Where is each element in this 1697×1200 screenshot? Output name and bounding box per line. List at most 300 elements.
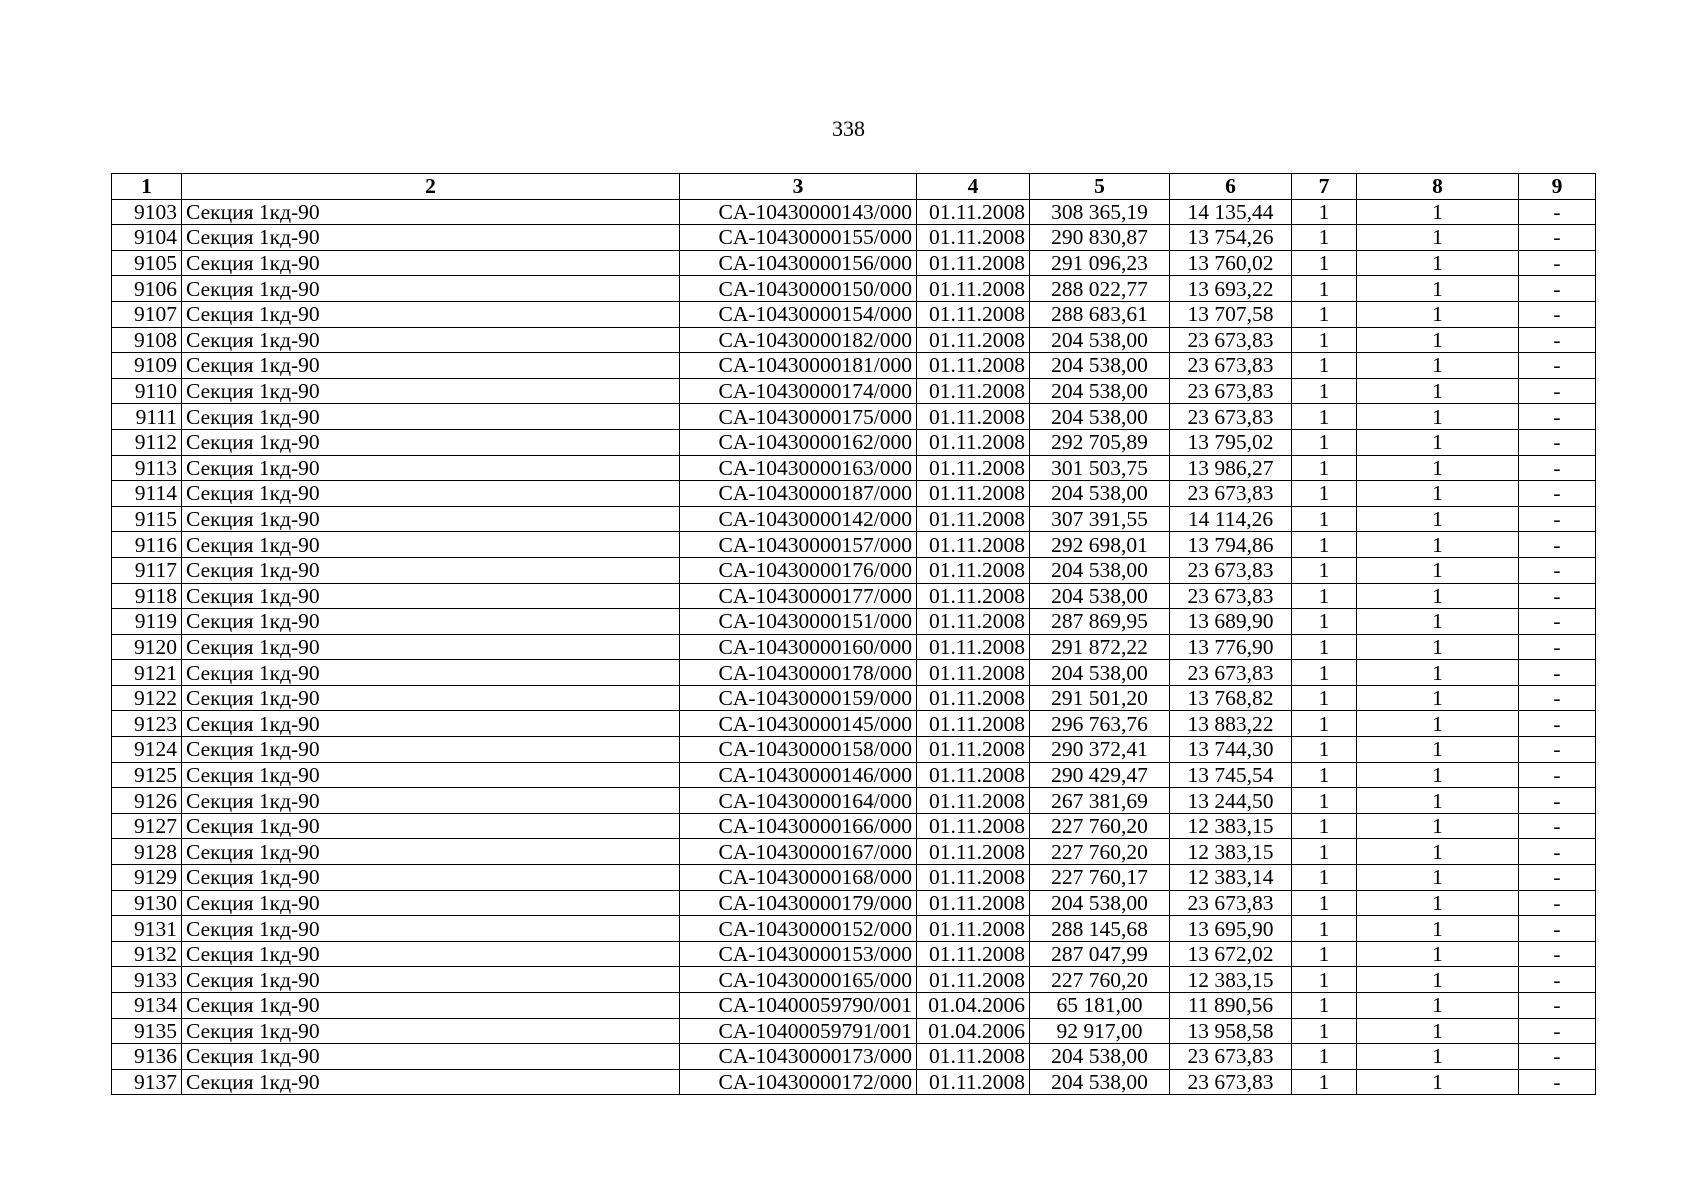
cell-inventory-code: CA-10430000162/000	[680, 429, 917, 455]
cell-item-name: Секция 1кд-90	[182, 404, 680, 430]
cell-col-9: -	[1519, 865, 1596, 891]
column-header-5: 5	[1030, 174, 1170, 200]
cell-cost: 288 683,61	[1030, 301, 1170, 327]
cell-date: 01.11.2008	[917, 1069, 1030, 1095]
cell-col-8: 1	[1357, 404, 1519, 430]
cell-date: 01.11.2008	[917, 557, 1030, 583]
cell-col-8: 1	[1357, 250, 1519, 276]
cell-col-7: 1	[1292, 762, 1357, 788]
cell-cost: 287 869,95	[1030, 609, 1170, 635]
cell-cost: 292 705,89	[1030, 429, 1170, 455]
cell-col-9: -	[1519, 429, 1596, 455]
table-row	[112, 250, 1596, 276]
cell-cost: 227 760,20	[1030, 967, 1170, 993]
cell-amount: 12 383,15	[1170, 967, 1292, 993]
cell-row-number: 9131	[112, 916, 182, 942]
cell-amount: 13 986,27	[1170, 455, 1292, 481]
cell-col-7: 1	[1292, 685, 1357, 711]
cell-col-7: 1	[1292, 813, 1357, 839]
cell-col-9: -	[1519, 353, 1596, 379]
cell-date: 01.11.2008	[917, 276, 1030, 302]
cell-col-9: -	[1519, 276, 1596, 302]
table-row	[112, 429, 1596, 455]
table-header-row	[112, 174, 1596, 200]
cell-inventory-code: CA-10430000155/000	[680, 225, 917, 251]
cell-col-8: 1	[1357, 660, 1519, 686]
cell-date: 01.11.2008	[917, 839, 1030, 865]
cell-item-name: Секция 1кд-90	[182, 941, 680, 967]
cell-row-number: 9122	[112, 685, 182, 711]
cell-col-9: -	[1519, 199, 1596, 225]
cell-row-number: 9120	[112, 634, 182, 660]
cell-row-number: 9119	[112, 609, 182, 635]
cell-item-name: Секция 1кд-90	[182, 813, 680, 839]
cell-row-number: 9129	[112, 865, 182, 891]
column-header-1: 1	[112, 174, 182, 200]
cell-item-name: Секция 1кд-90	[182, 865, 680, 891]
cell-col-8: 1	[1357, 762, 1519, 788]
cell-inventory-code: CA-10430000182/000	[680, 327, 917, 353]
cell-inventory-code: CA-10430000166/000	[680, 813, 917, 839]
cell-col-7: 1	[1292, 532, 1357, 558]
table-row	[112, 762, 1596, 788]
cell-cost: 204 538,00	[1030, 378, 1170, 404]
cell-inventory-code: CA-10430000179/000	[680, 890, 917, 916]
page-number: 338	[832, 116, 865, 141]
cell-inventory-code: CA-10430000172/000	[680, 1069, 917, 1095]
cell-row-number: 9135	[112, 1018, 182, 1044]
cell-row-number: 9117	[112, 557, 182, 583]
cell-item-name: Секция 1кд-90	[182, 660, 680, 686]
cell-cost: 204 538,00	[1030, 1044, 1170, 1070]
cell-amount: 13 672,02	[1170, 941, 1292, 967]
cell-inventory-code: CA-10430000146/000	[680, 762, 917, 788]
table-row	[112, 865, 1596, 891]
cell-date: 01.11.2008	[917, 250, 1030, 276]
table-row	[112, 1018, 1596, 1044]
cell-col-8: 1	[1357, 481, 1519, 507]
cell-inventory-code: CA-10430000150/000	[680, 276, 917, 302]
cell-row-number: 9114	[112, 481, 182, 507]
cell-col-9: -	[1519, 711, 1596, 737]
cell-cost: 92 917,00	[1030, 1018, 1170, 1044]
column-header-7: 7	[1292, 174, 1357, 200]
cell-col-7: 1	[1292, 993, 1357, 1019]
cell-row-number: 9105	[112, 250, 182, 276]
cell-amount: 12 383,15	[1170, 813, 1292, 839]
cell-col-7: 1	[1292, 199, 1357, 225]
cell-col-7: 1	[1292, 737, 1357, 763]
cell-amount: 13 754,26	[1170, 225, 1292, 251]
cell-col-7: 1	[1292, 250, 1357, 276]
cell-col-7: 1	[1292, 276, 1357, 302]
cell-cost: 296 763,76	[1030, 711, 1170, 737]
table-row	[112, 890, 1596, 916]
cell-date: 01.11.2008	[917, 788, 1030, 814]
cell-cost: 227 760,17	[1030, 865, 1170, 891]
cell-cost: 308 365,19	[1030, 199, 1170, 225]
cell-inventory-code: CA-10430000177/000	[680, 583, 917, 609]
cell-item-name: Секция 1кд-90	[182, 609, 680, 635]
table-row	[112, 532, 1596, 558]
cell-inventory-code: CA-10430000152/000	[680, 916, 917, 942]
cell-col-8: 1	[1357, 1018, 1519, 1044]
cell-cost: 204 538,00	[1030, 557, 1170, 583]
cell-col-8: 1	[1357, 967, 1519, 993]
cell-col-8: 1	[1357, 1044, 1519, 1070]
cell-col-8: 1	[1357, 890, 1519, 916]
cell-col-8: 1	[1357, 327, 1519, 353]
cell-date: 01.11.2008	[917, 1044, 1030, 1070]
cell-row-number: 9111	[112, 404, 182, 430]
table-row	[112, 813, 1596, 839]
cell-amount: 23 673,83	[1170, 1044, 1292, 1070]
cell-col-7: 1	[1292, 1018, 1357, 1044]
cell-col-7: 1	[1292, 890, 1357, 916]
cell-inventory-code: CA-10430000159/000	[680, 685, 917, 711]
cell-cost: 288 022,77	[1030, 276, 1170, 302]
cell-inventory-code: CA-10430000163/000	[680, 455, 917, 481]
cell-row-number: 9125	[112, 762, 182, 788]
cell-amount: 23 673,83	[1170, 353, 1292, 379]
cell-date: 01.11.2008	[917, 225, 1030, 251]
table-row	[112, 378, 1596, 404]
cell-cost: 290 429,47	[1030, 762, 1170, 788]
cell-col-9: -	[1519, 532, 1596, 558]
cell-item-name: Секция 1кд-90	[182, 685, 680, 711]
cell-item-name: Секция 1кд-90	[182, 225, 680, 251]
cell-date: 01.04.2006	[917, 1018, 1030, 1044]
cell-col-7: 1	[1292, 634, 1357, 660]
cell-col-8: 1	[1357, 634, 1519, 660]
cell-row-number: 9108	[112, 327, 182, 353]
cell-inventory-code: CA-10430000153/000	[680, 941, 917, 967]
cell-col-8: 1	[1357, 532, 1519, 558]
cell-amount: 23 673,83	[1170, 404, 1292, 430]
table-row	[112, 327, 1596, 353]
cell-col-9: -	[1519, 301, 1596, 327]
cell-item-name: Секция 1кд-90	[182, 1044, 680, 1070]
cell-date: 01.11.2008	[917, 762, 1030, 788]
cell-date: 01.11.2008	[917, 685, 1030, 711]
table-row	[112, 916, 1596, 942]
cell-col-9: -	[1519, 839, 1596, 865]
cell-amount: 13 745,54	[1170, 762, 1292, 788]
cell-cost: 290 830,87	[1030, 225, 1170, 251]
cell-cost: 204 538,00	[1030, 481, 1170, 507]
table-row	[112, 583, 1596, 609]
cell-item-name: Секция 1кд-90	[182, 378, 680, 404]
cell-col-8: 1	[1357, 506, 1519, 532]
table-row	[112, 506, 1596, 532]
cell-col-9: -	[1519, 404, 1596, 430]
cell-row-number: 9123	[112, 711, 182, 737]
cell-col-9: -	[1519, 993, 1596, 1019]
cell-cost: 204 538,00	[1030, 890, 1170, 916]
table-row	[112, 839, 1596, 865]
cell-row-number: 9104	[112, 225, 182, 251]
cell-cost: 65 181,00	[1030, 993, 1170, 1019]
cell-row-number: 9134	[112, 993, 182, 1019]
cell-amount: 13 707,58	[1170, 301, 1292, 327]
cell-inventory-code: CA-10430000175/000	[680, 404, 917, 430]
cell-col-7: 1	[1292, 1044, 1357, 1070]
cell-item-name: Секция 1кд-90	[182, 199, 680, 225]
cell-col-8: 1	[1357, 737, 1519, 763]
cell-col-7: 1	[1292, 301, 1357, 327]
cell-col-7: 1	[1292, 788, 1357, 814]
cell-row-number: 9106	[112, 276, 182, 302]
cell-cost: 291 501,20	[1030, 685, 1170, 711]
cell-col-9: -	[1519, 916, 1596, 942]
cell-item-name: Секция 1кд-90	[182, 993, 680, 1019]
cell-col-8: 1	[1357, 839, 1519, 865]
cell-inventory-code: CA-10430000142/000	[680, 506, 917, 532]
cell-col-9: -	[1519, 506, 1596, 532]
cell-cost: 204 538,00	[1030, 327, 1170, 353]
cell-cost: 204 538,00	[1030, 353, 1170, 379]
cell-col-7: 1	[1292, 455, 1357, 481]
cell-row-number: 9128	[112, 839, 182, 865]
cell-col-8: 1	[1357, 429, 1519, 455]
cell-col-8: 1	[1357, 225, 1519, 251]
cell-inventory-code: CA-10430000173/000	[680, 1044, 917, 1070]
cell-col-9: -	[1519, 685, 1596, 711]
cell-cost: 301 503,75	[1030, 455, 1170, 481]
table-row	[112, 941, 1596, 967]
cell-col-8: 1	[1357, 788, 1519, 814]
cell-item-name: Секция 1кд-90	[182, 455, 680, 481]
cell-col-8: 1	[1357, 1069, 1519, 1095]
cell-col-9: -	[1519, 327, 1596, 353]
cell-row-number: 9121	[112, 660, 182, 686]
cell-cost: 288 145,68	[1030, 916, 1170, 942]
cell-amount: 23 673,83	[1170, 378, 1292, 404]
cell-item-name: Секция 1кд-90	[182, 583, 680, 609]
table-row	[112, 993, 1596, 1019]
cell-inventory-code: CA-10430000165/000	[680, 967, 917, 993]
cell-inventory-code: CA-10430000181/000	[680, 353, 917, 379]
table-row	[112, 1044, 1596, 1070]
cell-item-name: Секция 1кд-90	[182, 711, 680, 737]
cell-row-number: 9116	[112, 532, 182, 558]
cell-col-8: 1	[1357, 583, 1519, 609]
table-row	[112, 481, 1596, 507]
cell-inventory-code: CA-10430000164/000	[680, 788, 917, 814]
cell-col-8: 1	[1357, 916, 1519, 942]
cell-col-7: 1	[1292, 557, 1357, 583]
cell-amount: 12 383,15	[1170, 839, 1292, 865]
cell-row-number: 9118	[112, 583, 182, 609]
cell-col-9: -	[1519, 583, 1596, 609]
cell-inventory-code: CA-10430000167/000	[680, 839, 917, 865]
cell-inventory-code: CA-10400059791/001	[680, 1018, 917, 1044]
cell-col-7: 1	[1292, 1069, 1357, 1095]
cell-date: 01.11.2008	[917, 865, 1030, 891]
inventory-table	[111, 173, 1596, 1095]
cell-col-9: -	[1519, 225, 1596, 251]
cell-inventory-code: CA-10430000178/000	[680, 660, 917, 686]
cell-date: 01.11.2008	[917, 199, 1030, 225]
cell-col-9: -	[1519, 941, 1596, 967]
table-row	[112, 634, 1596, 660]
table-row	[112, 199, 1596, 225]
cell-col-7: 1	[1292, 327, 1357, 353]
cell-amount: 12 383,14	[1170, 865, 1292, 891]
cell-inventory-code: CA-10430000174/000	[680, 378, 917, 404]
cell-amount: 14 135,44	[1170, 199, 1292, 225]
cell-col-8: 1	[1357, 685, 1519, 711]
cell-row-number: 9107	[112, 301, 182, 327]
cell-col-9: -	[1519, 609, 1596, 635]
cell-col-7: 1	[1292, 225, 1357, 251]
column-header-4: 4	[917, 174, 1030, 200]
cell-amount: 14 114,26	[1170, 506, 1292, 532]
cell-date: 01.11.2008	[917, 660, 1030, 686]
column-header-9: 9	[1519, 174, 1596, 200]
cell-col-8: 1	[1357, 378, 1519, 404]
cell-col-9: -	[1519, 481, 1596, 507]
cell-cost: 307 391,55	[1030, 506, 1170, 532]
cell-cost: 204 538,00	[1030, 660, 1170, 686]
cell-col-8: 1	[1357, 711, 1519, 737]
cell-col-8: 1	[1357, 813, 1519, 839]
cell-amount: 13 768,82	[1170, 685, 1292, 711]
cell-cost: 287 047,99	[1030, 941, 1170, 967]
cell-cost: 291 096,23	[1030, 250, 1170, 276]
cell-col-8: 1	[1357, 993, 1519, 1019]
cell-item-name: Секция 1кд-90	[182, 250, 680, 276]
cell-col-8: 1	[1357, 301, 1519, 327]
cell-amount: 13 744,30	[1170, 737, 1292, 763]
table-body	[112, 199, 1596, 1095]
cell-row-number: 9132	[112, 941, 182, 967]
column-header-2: 2	[182, 174, 680, 200]
cell-inventory-code: CA-10430000143/000	[680, 199, 917, 225]
table-row	[112, 1069, 1596, 1095]
cell-col-8: 1	[1357, 276, 1519, 302]
cell-col-7: 1	[1292, 583, 1357, 609]
cell-item-name: Секция 1кд-90	[182, 967, 680, 993]
cell-col-9: -	[1519, 378, 1596, 404]
cell-row-number: 9137	[112, 1069, 182, 1095]
cell-item-name: Секция 1кд-90	[182, 481, 680, 507]
cell-col-8: 1	[1357, 941, 1519, 967]
cell-amount: 11 890,56	[1170, 993, 1292, 1019]
cell-row-number: 9127	[112, 813, 182, 839]
cell-col-9: -	[1519, 455, 1596, 481]
cell-amount: 23 673,83	[1170, 557, 1292, 583]
table-row	[112, 225, 1596, 251]
cell-inventory-code: CA-10430000145/000	[680, 711, 917, 737]
cell-col-7: 1	[1292, 378, 1357, 404]
cell-cost: 227 760,20	[1030, 813, 1170, 839]
table-row	[112, 301, 1596, 327]
cell-col-9: -	[1519, 737, 1596, 763]
cell-item-name: Секция 1кд-90	[182, 506, 680, 532]
cell-col-7: 1	[1292, 481, 1357, 507]
table-row	[112, 557, 1596, 583]
cell-row-number: 9126	[112, 788, 182, 814]
cell-col-9: -	[1519, 788, 1596, 814]
cell-amount: 23 673,83	[1170, 481, 1292, 507]
column-header-6: 6	[1170, 174, 1292, 200]
table-row	[112, 353, 1596, 379]
cell-amount: 23 673,83	[1170, 660, 1292, 686]
cell-row-number: 9124	[112, 737, 182, 763]
cell-amount: 13 776,90	[1170, 634, 1292, 660]
cell-col-7: 1	[1292, 967, 1357, 993]
cell-item-name: Секция 1кд-90	[182, 839, 680, 865]
cell-item-name: Секция 1кд-90	[182, 327, 680, 353]
cell-inventory-code: CA-10430000160/000	[680, 634, 917, 660]
cell-col-7: 1	[1292, 429, 1357, 455]
cell-col-9: -	[1519, 890, 1596, 916]
cell-col-9: -	[1519, 1044, 1596, 1070]
cell-inventory-code: CA-10430000187/000	[680, 481, 917, 507]
cell-item-name: Секция 1кд-90	[182, 1018, 680, 1044]
cell-row-number: 9136	[112, 1044, 182, 1070]
cell-col-7: 1	[1292, 660, 1357, 686]
cell-item-name: Секция 1кд-90	[182, 532, 680, 558]
cell-date: 01.04.2006	[917, 993, 1030, 1019]
cell-date: 01.11.2008	[917, 353, 1030, 379]
cell-date: 01.11.2008	[917, 378, 1030, 404]
table-row	[112, 455, 1596, 481]
cell-row-number: 9110	[112, 378, 182, 404]
table-row	[112, 276, 1596, 302]
column-header-3: 3	[680, 174, 917, 200]
cell-date: 01.11.2008	[917, 737, 1030, 763]
cell-col-9: -	[1519, 1069, 1596, 1095]
cell-row-number: 9112	[112, 429, 182, 455]
cell-inventory-code: CA-10430000151/000	[680, 609, 917, 635]
table-row	[112, 788, 1596, 814]
cell-item-name: Секция 1кд-90	[182, 353, 680, 379]
cell-col-8: 1	[1357, 865, 1519, 891]
cell-inventory-code: CA-10430000157/000	[680, 532, 917, 558]
cell-col-9: -	[1519, 813, 1596, 839]
cell-inventory-code: CA-10400059790/001	[680, 993, 917, 1019]
cell-col-7: 1	[1292, 404, 1357, 430]
cell-amount: 13 883,22	[1170, 711, 1292, 737]
cell-amount: 23 673,83	[1170, 1069, 1292, 1095]
cell-row-number: 9133	[112, 967, 182, 993]
cell-item-name: Секция 1кд-90	[182, 429, 680, 455]
cell-inventory-code: CA-10430000154/000	[680, 301, 917, 327]
cell-item-name: Секция 1кд-90	[182, 276, 680, 302]
cell-item-name: Секция 1кд-90	[182, 634, 680, 660]
cell-item-name: Секция 1кд-90	[182, 557, 680, 583]
cell-item-name: Секция 1кд-90	[182, 762, 680, 788]
cell-col-8: 1	[1357, 557, 1519, 583]
cell-col-7: 1	[1292, 506, 1357, 532]
cell-col-9: -	[1519, 660, 1596, 686]
cell-date: 01.11.2008	[917, 634, 1030, 660]
cell-col-9: -	[1519, 557, 1596, 583]
cell-row-number: 9103	[112, 199, 182, 225]
cell-col-8: 1	[1357, 455, 1519, 481]
table-row	[112, 967, 1596, 993]
cell-date: 01.11.2008	[917, 532, 1030, 558]
cell-row-number: 9130	[112, 890, 182, 916]
cell-date: 01.11.2008	[917, 609, 1030, 635]
cell-amount: 13 693,22	[1170, 276, 1292, 302]
cell-col-7: 1	[1292, 916, 1357, 942]
cell-amount: 23 673,83	[1170, 327, 1292, 353]
cell-amount: 13 794,86	[1170, 532, 1292, 558]
cell-col-7: 1	[1292, 865, 1357, 891]
